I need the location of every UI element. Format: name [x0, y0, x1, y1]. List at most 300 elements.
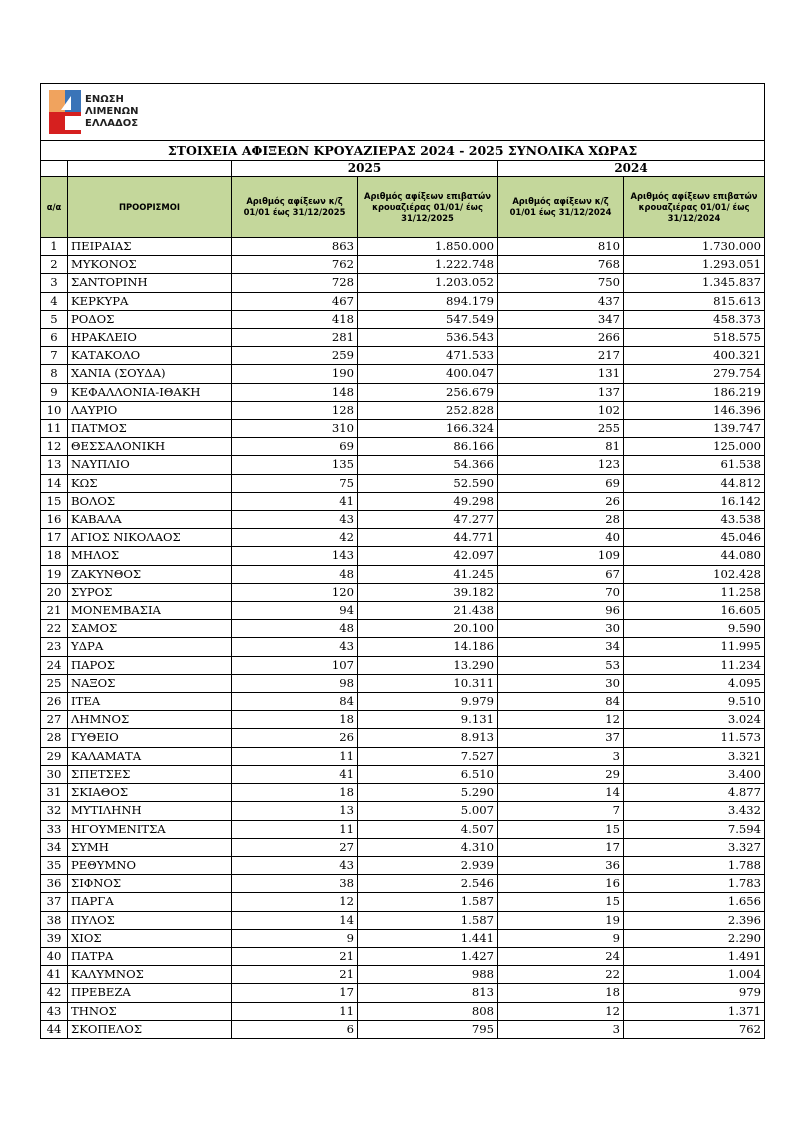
arrivals-2024: 28	[498, 511, 624, 529]
header-arrivals-2025: Αριθμός αφίξεων κ/ζ 01/01 έως 31/12/2025	[232, 177, 358, 238]
destination-name: ΣΑΝΤΟΡΙΝΗ	[68, 274, 232, 292]
passengers-2025: 1.587	[358, 911, 498, 929]
passengers-2025: 7.527	[358, 747, 498, 765]
arrivals-2025: 27	[232, 838, 358, 856]
arrivals-2024: 67	[498, 565, 624, 583]
passengers-2025: 8.913	[358, 729, 498, 747]
table-row	[41, 856, 765, 874]
row-index: 36	[41, 875, 68, 893]
arrivals-2025: 18	[232, 784, 358, 802]
destination-name: ΣΠΕΤΣΕΣ	[68, 765, 232, 783]
passengers-2025: 1.427	[358, 947, 498, 965]
arrivals-2024: 81	[498, 438, 624, 456]
arrivals-2024: 15	[498, 820, 624, 838]
passengers-2025: 795	[358, 1020, 498, 1038]
passengers-2024: 518.575	[624, 329, 765, 347]
table-row	[41, 729, 765, 747]
header-passengers-2025: Αριθμός αφίξεων επιβατών κρουαζιέρας 01/01/ έως 31/12/2025	[358, 177, 498, 238]
arrivals-2025: 98	[232, 674, 358, 692]
destination-name: ΣΑΜΟΣ	[68, 620, 232, 638]
destination-name: ΣΚΙΑΘΟΣ	[68, 784, 232, 802]
row-index: 8	[41, 365, 68, 383]
passengers-2024: 186.219	[624, 383, 765, 401]
table-row	[41, 838, 765, 856]
arrivals-2025: 94	[232, 602, 358, 620]
row-index: 13	[41, 456, 68, 474]
row-index: 25	[41, 674, 68, 692]
arrivals-2024: 24	[498, 947, 624, 965]
passengers-2024: 43.538	[624, 511, 765, 529]
table-row	[41, 529, 765, 547]
passengers-2024: 3.321	[624, 747, 765, 765]
table-row	[41, 711, 765, 729]
arrivals-2025: 11	[232, 747, 358, 765]
passengers-2024: 1.788	[624, 856, 765, 874]
arrivals-2024: 137	[498, 383, 624, 401]
year-2025-header: 2025	[232, 161, 498, 177]
logo-mark-icon	[49, 90, 81, 134]
row-index: 14	[41, 474, 68, 492]
arrivals-2025: 41	[232, 765, 358, 783]
passengers-2024: 3.327	[624, 838, 765, 856]
passengers-2025: 1.587	[358, 893, 498, 911]
arrivals-2024: 12	[498, 711, 624, 729]
table-row	[41, 929, 765, 947]
passengers-2025: 10.311	[358, 674, 498, 692]
arrivals-2025: 107	[232, 656, 358, 674]
arrivals-2024: 217	[498, 347, 624, 365]
destination-name: ΠΑΡΓΑ	[68, 893, 232, 911]
passengers-2024: 11.258	[624, 583, 765, 601]
arrivals-2024: 37	[498, 729, 624, 747]
table-row	[41, 511, 765, 529]
passengers-2025: 6.510	[358, 765, 498, 783]
row-index: 42	[41, 984, 68, 1002]
passengers-2025: 52.590	[358, 474, 498, 492]
arrivals-2025: 11	[232, 1002, 358, 1020]
arrivals-2024: 266	[498, 329, 624, 347]
passengers-2025: 20.100	[358, 620, 498, 638]
cruise-arrivals-table	[40, 83, 765, 1039]
arrivals-2025: 120	[232, 583, 358, 601]
year-row	[41, 161, 765, 177]
passengers-2025: 9.131	[358, 711, 498, 729]
row-index: 23	[41, 638, 68, 656]
passengers-2024: 1.293.051	[624, 256, 765, 274]
destination-name: ΣΥΜΗ	[68, 838, 232, 856]
arrivals-2025: 48	[232, 565, 358, 583]
row-index: 33	[41, 820, 68, 838]
passengers-2024: 4.095	[624, 674, 765, 692]
table-row	[41, 565, 765, 583]
arrivals-2024: 17	[498, 838, 624, 856]
arrivals-2025: 762	[232, 256, 358, 274]
arrivals-2024: 36	[498, 856, 624, 874]
table-row	[41, 638, 765, 656]
row-index: 15	[41, 492, 68, 510]
arrivals-2024: 18	[498, 984, 624, 1002]
arrivals-2025: 418	[232, 310, 358, 328]
passengers-2024: 762	[624, 1020, 765, 1038]
passengers-2024: 45.046	[624, 529, 765, 547]
row-index: 1	[41, 238, 68, 256]
row-index: 35	[41, 856, 68, 874]
passengers-2024: 61.538	[624, 456, 765, 474]
page-title: ΣΤΟΙΧΕΙΑ ΑΦΙΞΕΩΝ ΚΡΟΥΑΖΙΕΡΑΣ 2024 - 2025 ΣΥΝΟΛΙΚΑ ΧΩΡΑΣ	[41, 141, 765, 161]
passengers-2025: 47.277	[358, 511, 498, 529]
logo-text	[85, 94, 138, 130]
table-row	[41, 984, 765, 1002]
destination-name: ΠΡΕΒΕΖΑ	[68, 984, 232, 1002]
passengers-2025: 41.245	[358, 565, 498, 583]
destination-name: ΧΑΝΙΑ (ΣΟΥΔΑ)	[68, 365, 232, 383]
destination-name: ΖΑΚΥΝΘΟΣ	[68, 565, 232, 583]
passengers-2024: 7.594	[624, 820, 765, 838]
table-row	[41, 966, 765, 984]
destination-name: ΣΥΡΟΣ	[68, 583, 232, 601]
passengers-2025: 4.507	[358, 820, 498, 838]
passengers-2025: 13.290	[358, 656, 498, 674]
arrivals-2025: 259	[232, 347, 358, 365]
destination-name: ΚΩΣ	[68, 474, 232, 492]
passengers-2025: 536.543	[358, 329, 498, 347]
arrivals-2025: 21	[232, 966, 358, 984]
arrivals-2025: 467	[232, 292, 358, 310]
row-index: 9	[41, 383, 68, 401]
arrivals-2024: 40	[498, 529, 624, 547]
passengers-2024: 1.491	[624, 947, 765, 965]
passengers-2025: 400.047	[358, 365, 498, 383]
arrivals-2025: 18	[232, 711, 358, 729]
table-row	[41, 583, 765, 601]
header-passengers-2024: Αριθμός αφίξεων επιβατών κρουαζιέρας 01/01/ έως 31/12/2024	[624, 177, 765, 238]
row-index: 26	[41, 693, 68, 711]
row-index: 6	[41, 329, 68, 347]
passengers-2025: 86.166	[358, 438, 498, 456]
destination-name: ΚΑΛΥΜΝΟΣ	[68, 966, 232, 984]
row-index: 37	[41, 893, 68, 911]
arrivals-2024: 15	[498, 893, 624, 911]
header-destination: ΠΡΟΟΡΙΣΜΟΙ	[68, 177, 232, 238]
arrivals-2025: 17	[232, 984, 358, 1002]
passengers-2025: 5.290	[358, 784, 498, 802]
logo-row	[41, 84, 765, 141]
arrivals-2024: 123	[498, 456, 624, 474]
destination-name: ΣΚΟΠΕΛΟΣ	[68, 1020, 232, 1038]
passengers-2024: 3.024	[624, 711, 765, 729]
row-index: 34	[41, 838, 68, 856]
passengers-2024: 1.004	[624, 966, 765, 984]
arrivals-2024: 69	[498, 474, 624, 492]
passengers-2024: 102.428	[624, 565, 765, 583]
logo-cell	[41, 84, 765, 141]
row-index: 16	[41, 511, 68, 529]
row-index: 24	[41, 656, 68, 674]
arrivals-2025: 69	[232, 438, 358, 456]
arrivals-2025: 43	[232, 638, 358, 656]
table-row	[41, 802, 765, 820]
table-row	[41, 620, 765, 638]
arrivals-2025: 863	[232, 238, 358, 256]
arrivals-2024: 9	[498, 929, 624, 947]
table-row	[41, 947, 765, 965]
destination-name: ΤΗΝΟΣ	[68, 1002, 232, 1020]
arrivals-2024: 22	[498, 966, 624, 984]
passengers-2025: 256.679	[358, 383, 498, 401]
row-index: 27	[41, 711, 68, 729]
arrivals-2025: 6	[232, 1020, 358, 1038]
destination-name: ΙΤΕΑ	[68, 693, 232, 711]
destination-name: ΗΓΟΥΜΕΝΙΤΣΑ	[68, 820, 232, 838]
table-row	[41, 310, 765, 328]
arrivals-2024: 109	[498, 547, 624, 565]
destination-name: ΝΑΞΟΣ	[68, 674, 232, 692]
arrivals-2025: 75	[232, 474, 358, 492]
passengers-2024: 44.812	[624, 474, 765, 492]
arrivals-2025: 48	[232, 620, 358, 638]
arrivals-2024: 750	[498, 274, 624, 292]
row-index: 20	[41, 583, 68, 601]
passengers-2025: 988	[358, 966, 498, 984]
passengers-2024: 44.080	[624, 547, 765, 565]
table-row	[41, 820, 765, 838]
arrivals-2025: 128	[232, 401, 358, 419]
passengers-2024: 125.000	[624, 438, 765, 456]
passengers-2024: 1.371	[624, 1002, 765, 1020]
row-index: 31	[41, 784, 68, 802]
row-index: 38	[41, 911, 68, 929]
destination-name: ΛΑΥΡΙΟ	[68, 401, 232, 419]
arrivals-2025: 26	[232, 729, 358, 747]
row-index: 41	[41, 966, 68, 984]
header-arrivals-2024: Αριθμός αφίξεων κ/ζ 01/01 έως 31/12/2024	[498, 177, 624, 238]
destination-name: ΘΕΣΣΑΛΟΝΙΚΗ	[68, 438, 232, 456]
destination-name: ΜΥΤΙΛΗΝΗ	[68, 802, 232, 820]
row-index: 4	[41, 292, 68, 310]
destination-name: ΠΥΛΟΣ	[68, 911, 232, 929]
table-row	[41, 674, 765, 692]
destination-name: ΓΥΘΕΙΟ	[68, 729, 232, 747]
ports-union-logo	[41, 90, 764, 134]
table-row	[41, 438, 765, 456]
row-index: 10	[41, 401, 68, 419]
row-index: 18	[41, 547, 68, 565]
destination-name: ΣΙΦΝΟΣ	[68, 875, 232, 893]
passengers-2024: 11.573	[624, 729, 765, 747]
arrivals-2025: 12	[232, 893, 358, 911]
arrivals-2025: 43	[232, 856, 358, 874]
arrivals-2024: 102	[498, 401, 624, 419]
arrivals-2024: 19	[498, 911, 624, 929]
arrivals-2024: 810	[498, 238, 624, 256]
passengers-2025: 2.939	[358, 856, 498, 874]
passengers-2024: 2.290	[624, 929, 765, 947]
row-index: 7	[41, 347, 68, 365]
destination-name: ΠΑΤΡΑ	[68, 947, 232, 965]
year-spacer	[41, 161, 68, 177]
table-row	[41, 875, 765, 893]
arrivals-2024: 768	[498, 256, 624, 274]
arrivals-2024: 30	[498, 674, 624, 692]
arrivals-2024: 3	[498, 1020, 624, 1038]
row-index: 32	[41, 802, 68, 820]
table-row	[41, 420, 765, 438]
passengers-2025: 9.979	[358, 693, 498, 711]
table-row	[41, 1002, 765, 1020]
arrivals-2025: 41	[232, 492, 358, 510]
table-row	[41, 893, 765, 911]
table-row	[41, 656, 765, 674]
destination-name: ΚΑΤΑΚΟΛΟ	[68, 347, 232, 365]
passengers-2025: 4.310	[358, 838, 498, 856]
table-row	[41, 547, 765, 565]
table-row	[41, 765, 765, 783]
destination-name: ΡΕΘΥΜΝΟ	[68, 856, 232, 874]
table-row	[41, 383, 765, 401]
passengers-2025: 547.549	[358, 310, 498, 328]
arrivals-2025: 38	[232, 875, 358, 893]
table-row	[41, 602, 765, 620]
logo-line-2: ΛΙΜΕΝΩΝ	[85, 106, 139, 117]
arrivals-2024: 84	[498, 693, 624, 711]
passengers-2024: 9.590	[624, 620, 765, 638]
arrivals-2025: 14	[232, 911, 358, 929]
table-row	[41, 492, 765, 510]
arrivals-2025: 728	[232, 274, 358, 292]
destination-name: ΠΑΡΟΣ	[68, 656, 232, 674]
column-header-row	[41, 177, 765, 238]
passengers-2024: 400.321	[624, 347, 765, 365]
row-index: 17	[41, 529, 68, 547]
table-row	[41, 474, 765, 492]
destination-name: ΝΑΥΠΛΙΟ	[68, 456, 232, 474]
title-row	[41, 141, 765, 161]
arrivals-2025: 9	[232, 929, 358, 947]
arrivals-2024: 437	[498, 292, 624, 310]
passengers-2024: 458.373	[624, 310, 765, 328]
header-index: α/α	[41, 177, 68, 238]
row-index: 28	[41, 729, 68, 747]
arrivals-2024: 29	[498, 765, 624, 783]
table-row	[41, 693, 765, 711]
destination-name: ΠΑΤΜΟΣ	[68, 420, 232, 438]
arrivals-2025: 135	[232, 456, 358, 474]
table-row	[41, 274, 765, 292]
table-row	[41, 747, 765, 765]
passengers-2024: 1.730.000	[624, 238, 765, 256]
passengers-2025: 471.533	[358, 347, 498, 365]
cruise-arrivals-sheet	[40, 83, 764, 1039]
passengers-2024: 16.605	[624, 602, 765, 620]
passengers-2025: 166.324	[358, 420, 498, 438]
destination-name: ΚΑΛΑΜΑΤΑ	[68, 747, 232, 765]
row-index: 22	[41, 620, 68, 638]
table-row	[41, 784, 765, 802]
row-index: 19	[41, 565, 68, 583]
table-row	[41, 238, 765, 256]
table-row	[41, 329, 765, 347]
arrivals-2024: 347	[498, 310, 624, 328]
table-row	[41, 347, 765, 365]
year-spacer	[68, 161, 232, 177]
row-index: 5	[41, 310, 68, 328]
table-row	[41, 911, 765, 929]
passengers-2025: 54.366	[358, 456, 498, 474]
passengers-2025: 39.182	[358, 583, 498, 601]
destination-name: ΜΥΚΟΝΟΣ	[68, 256, 232, 274]
arrivals-2024: 30	[498, 620, 624, 638]
arrivals-2024: 131	[498, 365, 624, 383]
row-index: 44	[41, 1020, 68, 1038]
destination-name: ΠΕΙΡΑΙΑΣ	[68, 238, 232, 256]
passengers-2025: 252.828	[358, 401, 498, 419]
passengers-2024: 979	[624, 984, 765, 1002]
table-row	[41, 256, 765, 274]
logo-line-3: ΕΛΛΑΔΟΣ	[85, 118, 139, 129]
arrivals-2024: 96	[498, 602, 624, 620]
passengers-2024: 2.396	[624, 911, 765, 929]
destination-name: ΡΟΔΟΣ	[68, 310, 232, 328]
table-row	[41, 456, 765, 474]
row-index: 3	[41, 274, 68, 292]
passengers-2025: 2.546	[358, 875, 498, 893]
destination-name: ΛΗΜΝΟΣ	[68, 711, 232, 729]
arrivals-2024: 7	[498, 802, 624, 820]
destination-name: ΒΟΛΟΣ	[68, 492, 232, 510]
destination-name: ΗΡΑΚΛΕΙΟ	[68, 329, 232, 347]
destination-name: ΚΑΒΑΛΑ	[68, 511, 232, 529]
table-row	[41, 1020, 765, 1038]
passengers-2025: 5.007	[358, 802, 498, 820]
passengers-2024: 1.656	[624, 893, 765, 911]
passengers-2024: 16.142	[624, 492, 765, 510]
passengers-2025: 21.438	[358, 602, 498, 620]
table-row	[41, 365, 765, 383]
passengers-2025: 14.186	[358, 638, 498, 656]
destination-name: ΑΓΙΟΣ ΝΙΚΟΛΑΟΣ	[68, 529, 232, 547]
destination-name: ΚΕΡΚΥΡΑ	[68, 292, 232, 310]
row-index: 21	[41, 602, 68, 620]
passengers-2024: 815.613	[624, 292, 765, 310]
passengers-2025: 1.441	[358, 929, 498, 947]
row-index: 2	[41, 256, 68, 274]
arrivals-2025: 43	[232, 511, 358, 529]
destination-name: ΧΙΟΣ	[68, 929, 232, 947]
row-index: 29	[41, 747, 68, 765]
passengers-2024: 1.783	[624, 875, 765, 893]
row-index: 40	[41, 947, 68, 965]
arrivals-2024: 255	[498, 420, 624, 438]
destination-name: ΜΗΛΟΣ	[68, 547, 232, 565]
arrivals-2025: 21	[232, 947, 358, 965]
year-2024-header: 2024	[498, 161, 765, 177]
destination-name: ΥΔΡΑ	[68, 638, 232, 656]
passengers-2025: 1.203.052	[358, 274, 498, 292]
table-row	[41, 292, 765, 310]
arrivals-2025: 310	[232, 420, 358, 438]
passengers-2025: 894.179	[358, 292, 498, 310]
arrivals-2024: 34	[498, 638, 624, 656]
arrivals-2024: 3	[498, 747, 624, 765]
row-index: 39	[41, 929, 68, 947]
arrivals-2025: 143	[232, 547, 358, 565]
arrivals-2025: 190	[232, 365, 358, 383]
passengers-2025: 813	[358, 984, 498, 1002]
passengers-2025: 808	[358, 1002, 498, 1020]
destination-name: ΜΟΝΕΜΒΑΣΙΑ	[68, 602, 232, 620]
passengers-2024: 1.345.837	[624, 274, 765, 292]
passengers-2024: 4.877	[624, 784, 765, 802]
